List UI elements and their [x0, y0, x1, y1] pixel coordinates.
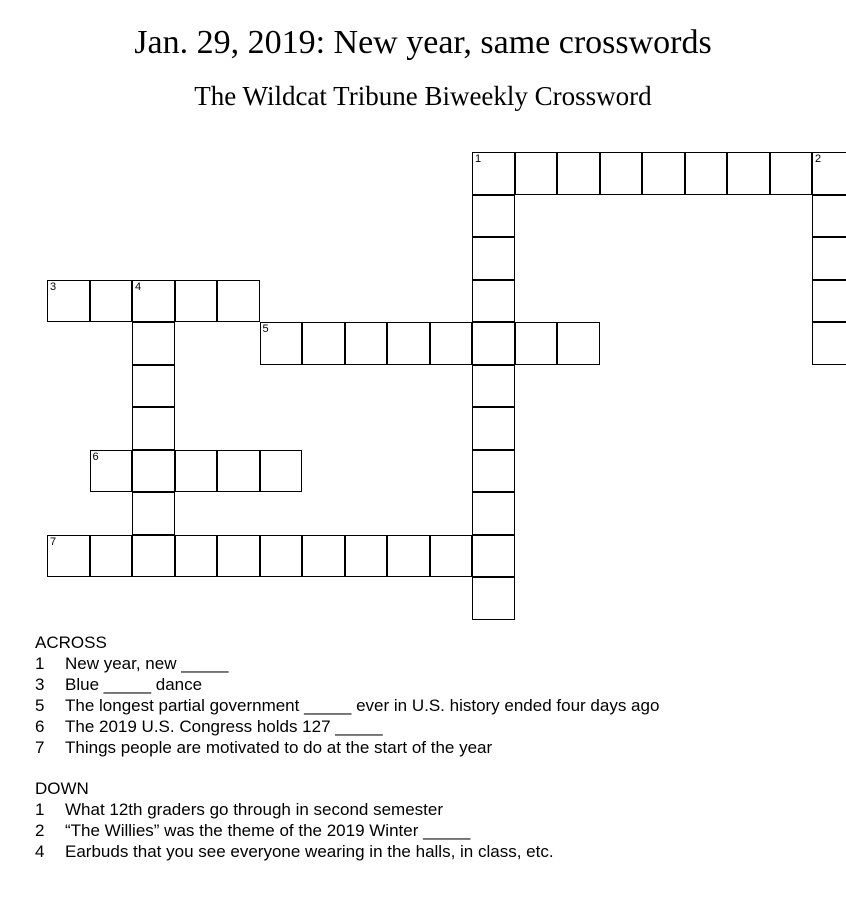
grid-cell[interactable] [812, 195, 846, 238]
grid-cell[interactable] [217, 535, 260, 578]
grid-cell[interactable] [47, 280, 90, 323]
grid-cell[interactable] [430, 322, 473, 365]
grid-cell[interactable] [812, 280, 846, 323]
grid-cell[interactable] [345, 322, 388, 365]
grid-cell[interactable] [472, 365, 515, 408]
grid-cell[interactable] [472, 152, 515, 195]
grid-cell[interactable] [132, 322, 175, 365]
grid-cell[interactable] [345, 535, 388, 578]
grid-cell[interactable] [175, 280, 218, 323]
clue-text: Blue _____ dance [65, 675, 203, 694]
grid-cell[interactable] [472, 577, 515, 620]
grid-cell[interactable] [770, 152, 813, 195]
clue-item [35, 841, 815, 862]
down-heading: DOWN [35, 779, 89, 798]
grid-cell[interactable] [132, 492, 175, 535]
grid-cell[interactable] [90, 280, 133, 323]
cell-number: 1 [475, 153, 482, 165]
grid-cell[interactable] [132, 280, 175, 323]
clue-number: 1 [35, 654, 45, 673]
clue-number: 6 [35, 717, 45, 736]
clue-text: Things people are motivated to do at the start of the year [65, 738, 493, 757]
page-subtitle: The Wildcat Tribune Biweekly Crossword [194, 81, 652, 111]
down-clues [35, 799, 815, 862]
grid-cell[interactable] [132, 450, 175, 493]
clue-list [35, 632, 815, 862]
grid-cell[interactable] [260, 535, 303, 578]
cell-number: 4 [135, 280, 142, 293]
clue-text: The 2019 U.S. Congress holds 127 _____ [65, 717, 383, 736]
grid-cell[interactable] [47, 535, 90, 578]
clue-text: Earbuds that you see everyone wearing in the halls, in class, etc. [65, 842, 554, 861]
cell-number: 3 [50, 280, 57, 293]
grid-cell[interactable] [175, 450, 218, 493]
clue-text: “The Willies” was the theme of the 2019 Winter _____ [65, 821, 471, 840]
grid-cell[interactable] [515, 152, 558, 195]
grid-cell[interactable] [217, 280, 260, 323]
grid-cell[interactable] [217, 450, 260, 493]
grid-cell[interactable] [90, 450, 133, 493]
grid-cell[interactable] [132, 365, 175, 408]
cell-number: 7 [50, 535, 57, 548]
grid-cell[interactable] [812, 237, 846, 280]
grid-cell[interactable] [727, 152, 770, 195]
clue-item [35, 653, 815, 674]
clue-number: 2 [35, 821, 45, 840]
clue-text: New year, new _____ [65, 654, 229, 673]
grid-cell[interactable] [302, 322, 345, 365]
clue-number: 1 [35, 800, 45, 819]
grid-cell[interactable] [642, 152, 685, 195]
clue-item [35, 695, 815, 716]
grid-cell[interactable] [472, 280, 515, 323]
clue-number: 5 [35, 696, 45, 715]
grid-cell[interactable] [472, 450, 515, 493]
across-clues [35, 653, 815, 758]
grid-cell[interactable] [132, 535, 175, 578]
grid-cell[interactable] [387, 322, 430, 365]
clue-text: What 12th graders go through in second semester [65, 800, 443, 819]
grid-cell[interactable] [557, 152, 600, 195]
grid-cell[interactable] [600, 152, 643, 195]
grid-cell[interactable] [515, 322, 558, 365]
cell-number: 6 [92, 450, 99, 463]
cell-number: 2 [815, 153, 822, 165]
clue-text: The longest partial government _____ ever in U.S. history ended four days ago [65, 696, 660, 715]
clue-number: 3 [35, 675, 45, 694]
across-heading: ACROSS [35, 633, 107, 652]
grid-cell[interactable] [812, 322, 846, 365]
grid-cell[interactable] [175, 535, 218, 578]
clue-number: 7 [35, 738, 45, 757]
grid-cell[interactable] [472, 492, 515, 535]
clue-item [35, 820, 815, 841]
grid-cell[interactable] [812, 152, 846, 195]
grid-cell[interactable] [260, 322, 303, 365]
grid-cell[interactable] [430, 535, 473, 578]
clue-number: 4 [35, 842, 45, 861]
grid-cell[interactable] [132, 407, 175, 450]
page-title: Jan. 29, 2019: New year, same crosswords [134, 24, 712, 61]
grid-cell[interactable] [472, 237, 515, 280]
grid-cell[interactable] [472, 195, 515, 238]
grid-cell[interactable] [472, 535, 515, 578]
clue-item [35, 716, 815, 737]
clue-item [35, 799, 815, 820]
clue-item [35, 674, 815, 695]
grid-cell[interactable] [472, 407, 515, 450]
grid-cell[interactable] [260, 450, 303, 493]
clue-item [35, 737, 815, 758]
grid-cell[interactable] [90, 535, 133, 578]
cell-number: 5 [262, 323, 269, 335]
grid-cell[interactable] [472, 322, 515, 365]
grid-cell[interactable] [387, 535, 430, 578]
grid-cell[interactable] [685, 152, 728, 195]
grid-cell[interactable] [557, 322, 600, 365]
grid-cell[interactable] [302, 535, 345, 578]
